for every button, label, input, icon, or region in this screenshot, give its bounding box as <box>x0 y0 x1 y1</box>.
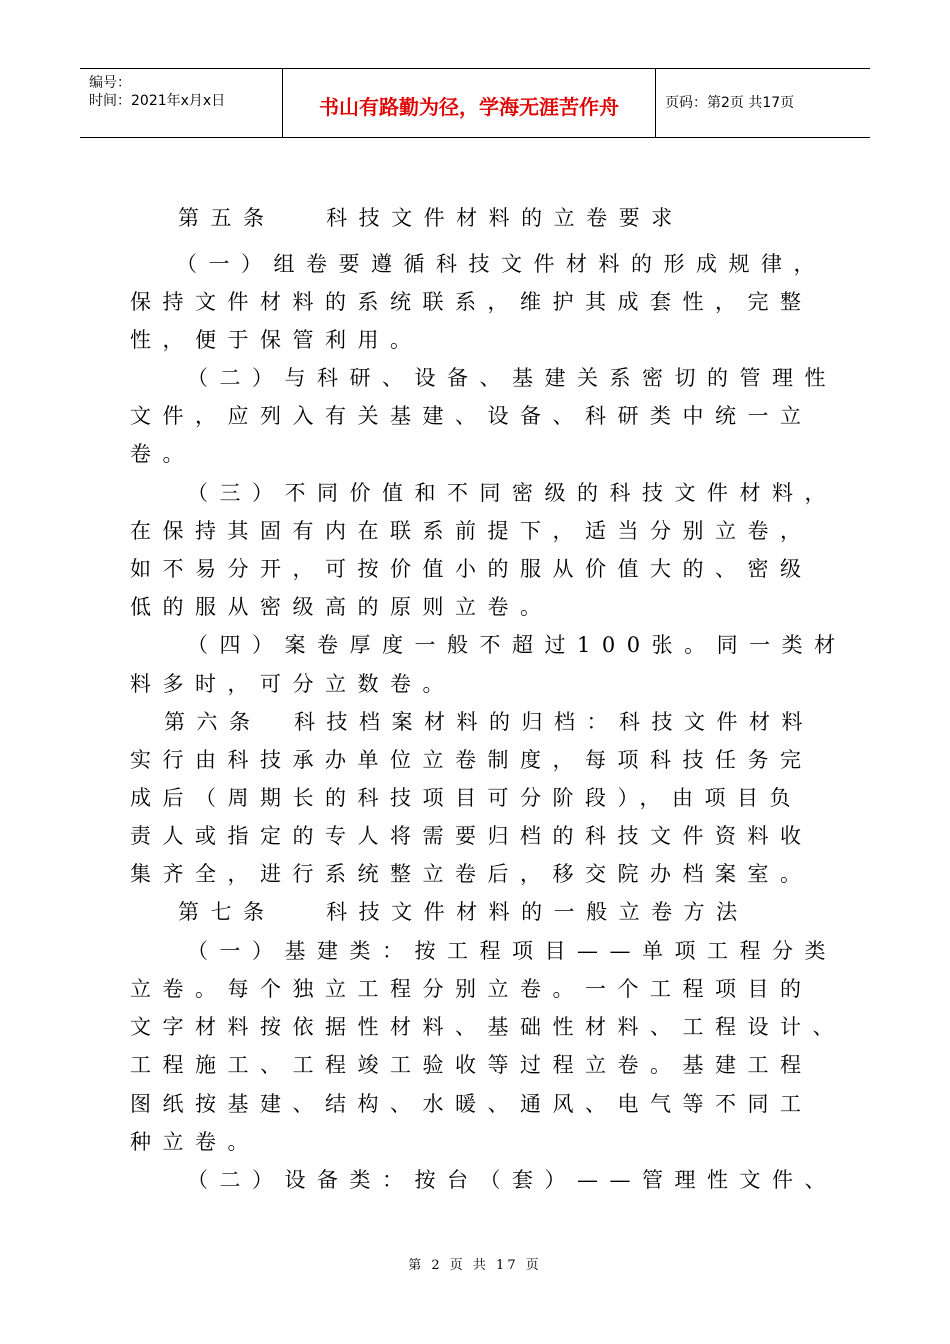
paragraph-line: 保持文件材料的系统联系，维护其成套性，完整 <box>130 290 813 314</box>
paragraph-line: （四）案卷厚度一般不超过100张。同一类材 <box>187 633 847 657</box>
date-label: 时间：2021年x月x日 <box>89 93 226 109</box>
paragraph-line: 立卷。每个独立工程分别立卷。一个工程项目的 <box>130 977 813 1001</box>
paragraph-line: （一）组卷要遵循科技文件材料的形成规律， <box>176 252 826 276</box>
paragraph-line: 如不易分开，可按价值小的服从价值大的、密级 <box>130 557 813 581</box>
header-page-cell <box>656 69 870 137</box>
paragraph-line: （二）设备类：按台（套）——管理性文件、 <box>187 1168 837 1192</box>
paragraph-line: （二）与科研、设备、基建关系密切的管理性 <box>187 366 837 390</box>
paragraph-line: 责人或指定的专人将需要归档的科技文件资料收 <box>130 824 813 848</box>
paragraph-line: 集齐全，进行系统整立卷后，移交院办档案室。 <box>130 862 813 886</box>
header-motto-cell <box>283 69 656 137</box>
header-motto: 书山有路勤为径，学海无涯苦作舟 <box>319 95 619 119</box>
serial-number-label: 编号： <box>89 75 131 91</box>
page-footer: 第 2 页 共 17 页 <box>408 1258 542 1273</box>
page-header <box>80 68 870 138</box>
article-6-heading: 第六条 科技档案材料的归档：科技文件材料 <box>164 710 814 734</box>
paragraph-line: 低的服从密级高的原则立卷。 <box>130 595 553 619</box>
paragraph-line: 图纸按基建、结构、水暖、通风、电气等不同工 <box>130 1092 813 1116</box>
paragraph-line: 文件，应列入有关基建、设备、科研类中统一立 <box>130 404 813 428</box>
paragraph-line: （三）不同价值和不同密级的科技文件材料， <box>187 481 837 505</box>
paragraph-line: 料多时，可分立数卷。 <box>130 672 455 696</box>
paragraph-line: （一）基建类：按工程项目——单项工程分类 <box>187 939 837 963</box>
paragraph-line: 性，便于保管利用。 <box>130 328 423 352</box>
header-meta-cell <box>80 69 283 137</box>
paragraph-line: 成后（周期长的科技项目可分阶段），由项目负 <box>130 786 802 810</box>
paragraph-line: 工程施工、工程竣工验收等过程立卷。基建工程 <box>130 1053 813 1077</box>
paragraph-line: 在保持其固有内在联系前提下，适当分别立卷， <box>130 519 813 543</box>
paragraph-line: 卷。 <box>130 442 195 466</box>
article-7-heading: 第七条 科技文件材料的一般立卷方法 <box>178 900 749 924</box>
paragraph-line: 文字材料按依据性材料、基础性材料、工程设计、 <box>130 1015 845 1039</box>
paragraph-line: 实行由科技承办单位立卷制度，每项科技任务完 <box>130 748 813 772</box>
header-page-info: 页码：第2页 共17页 <box>665 95 795 111</box>
article-5-heading: 第五条 科技文件材料的立卷要求 <box>178 206 684 230</box>
paragraph-line: 种立卷。 <box>130 1130 260 1154</box>
